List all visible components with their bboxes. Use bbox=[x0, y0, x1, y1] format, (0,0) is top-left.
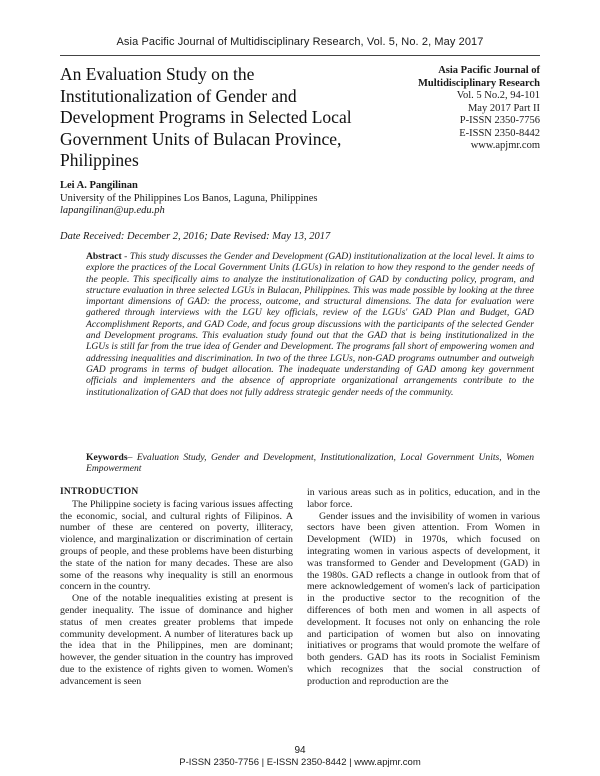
journal-issue: May 2017 Part II bbox=[467, 102, 540, 114]
author-name: Lei A. Pangilinan bbox=[60, 180, 138, 191]
right-column bbox=[307, 487, 540, 688]
author-email: lapangilinan@up.edu.ph bbox=[60, 205, 165, 216]
title-line: An Evaluation Study on the bbox=[60, 64, 255, 84]
running-header: Asia Pacific Journal of Multidisciplinary Research, Vol. 5, No. 2, May 2017 bbox=[116, 36, 484, 48]
title-line: Government Units of Bulacan Province, bbox=[60, 128, 342, 149]
paragraph: One of the notable inequalities existing at present is gender inequality. The issue of dominance and higher status of men creates greater problems that impede community development. A number of literatures back up the idea that in the Philippines, men are dominant; however, the gender situation in the country has improved due to the existence of rights given to women. Women's advancement is seen bbox=[60, 593, 293, 687]
title-line: Institutionalization of Gender and bbox=[60, 85, 297, 106]
keywords-label: Keywords bbox=[86, 452, 128, 463]
title-line: Philippines bbox=[60, 150, 139, 170]
dates: Date Received: December 2, 2016; Date Revised: May 13, 2017 bbox=[60, 231, 331, 242]
journal-volume: Vol. 5 No.2, 94-101 bbox=[456, 90, 540, 101]
journal-eissn: E-ISSN 2350-8442 bbox=[459, 127, 540, 139]
journal-info bbox=[360, 65, 540, 153]
abstract bbox=[86, 251, 534, 398]
paragraph: Gender issues and the invisibility of women in various sectors have been given attention. From Women in Development (WID) in 1970s, which focused on integrating women in various aspects of development, it was transformed to Gender and Development (GAD) in the 1980s. GAD reflects a change in outlook from that of mere acknowledgement of women's lack of participation in the productive sector to the recognition of the differences of both men and women in all aspects of development. It focuses not only on enhancing the role and participation of women but also on innovating initiatives or programs that would promote the welfare of both genders. GAD has its roots in Socialist Feminism which recognizes that the social construction of production and reproduction are the bbox=[307, 510, 540, 687]
header-divider bbox=[60, 55, 540, 56]
journal-website: www.apjmr.com bbox=[470, 140, 540, 151]
abstract-label: Abstract bbox=[86, 251, 122, 262]
left-column bbox=[60, 487, 293, 688]
journal-name: Multidisciplinary Research bbox=[417, 77, 540, 89]
footer: P-ISSN 2350-7756 | E-ISSN 2350-8442 | www.apjmr.com bbox=[179, 757, 421, 768]
paragraph: The Philippine society is facing various issues affecting the economic, social, and cultural rights of Filipinos. A number of these are centered on poverty, illiteracy, violence, and marginalization or discrimination of certain groups of people, and these problems have been disturbing the state of the nation for many decades. These are also some of the reasons why inequality is still an enormous concern in the country. bbox=[60, 498, 293, 593]
title-line: Development Programs in Selected Local bbox=[60, 107, 352, 127]
page-number: 94 bbox=[294, 745, 306, 756]
paragraph: in various areas such as in politics, education, and in the labor force. bbox=[307, 487, 540, 510]
keywords bbox=[86, 452, 534, 475]
abstract-text: - This study discusses the Gender and Development (GAD) institutionalization at the local level. It aims to explore the practices of the Local Government Units (LGUs) in relation to how they respond to the gender needs of the people. This specifically aims to analyze the institutionalization of GAD by conducting policy, program, and structure evaluation in three selected LGUs in Bulacan, Philippines. This was made possible by looking at the three important dimensions of GAD: the process, outcome, and structural dimensions. The data for evaluation were gathered through interviews with the LGU key officials, review of the LGUs' GAD Plan and Budget, GAD Accomplishment Reports, and GAD Code, and focus group discussions with the participants of the selected Gender and Development programs. This evaluation study found out that the GAD that is being institutionalized in the LGUs is still far from the true idea of Gender and Development. The programs fall short of empowering women and addressing inequalities and discrimination. In two of the three LGUs, non-GAD programs outnumber and outweigh GAD programs in terms of budget allocation. The inadequate understanding of GAD among key government officials and implementers and the absence of appropriate organizational arrangements contribute to the institutionalization of GAD that does not fully address strategic gender needs of the community. bbox=[86, 251, 534, 398]
keywords-text: – Evaluation Study, Gender and Development, Institutionalization, Local Government Units, Women Empowerment bbox=[86, 452, 534, 475]
paper-title bbox=[60, 64, 410, 172]
journal-pissn: P-ISSN 2350-7756 bbox=[459, 115, 540, 126]
author-block bbox=[60, 180, 480, 218]
journal-name: Asia Pacific Journal of bbox=[438, 65, 540, 76]
section-heading: INTRODUCTION bbox=[60, 487, 139, 497]
author-affiliation: University of the Philippines Los Banos, Laguna, Philippines bbox=[60, 192, 318, 204]
